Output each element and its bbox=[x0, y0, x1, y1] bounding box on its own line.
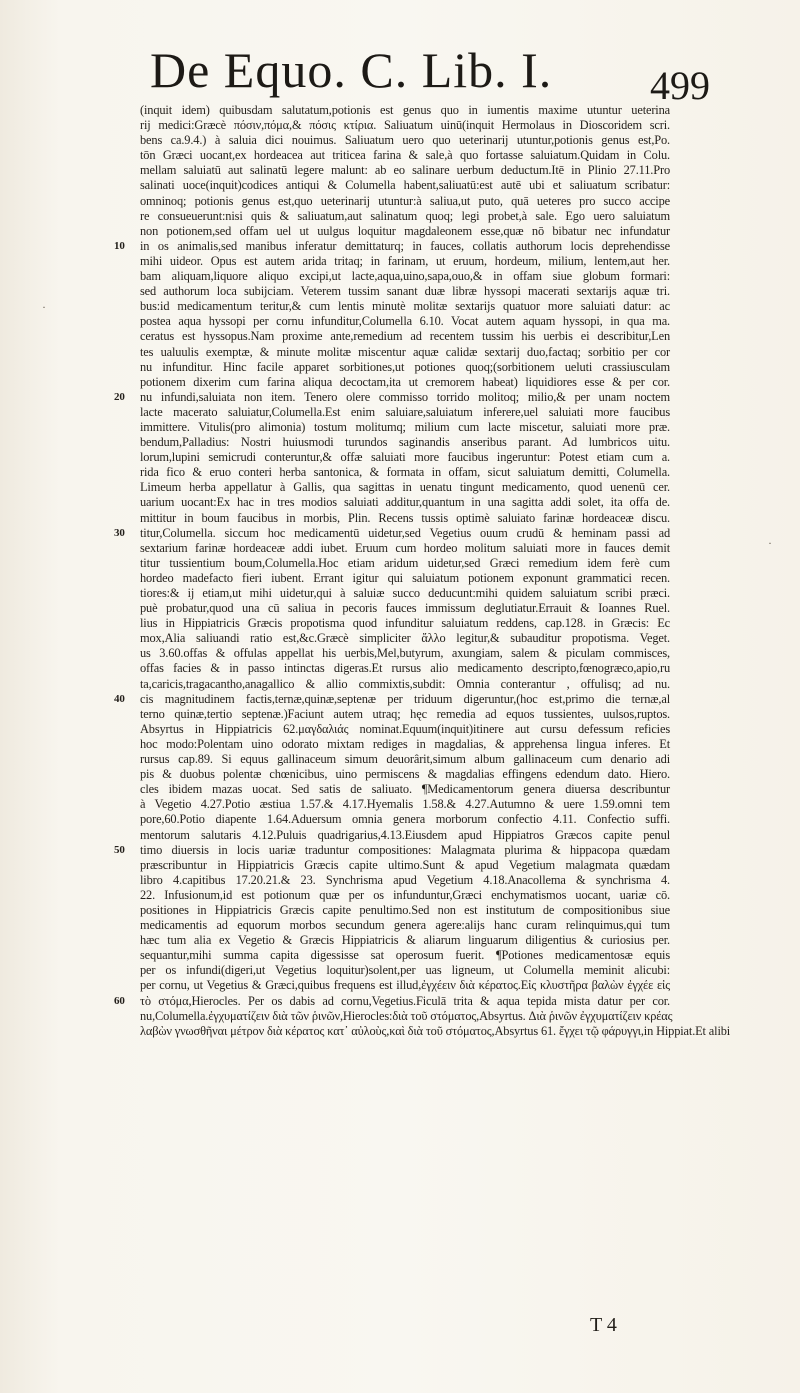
text-line: mihi uideor. Opus est autem arida tritaq; in farinam, ut eruum, hordeum, milium, lentem,aut her. bbox=[140, 253, 670, 268]
text-line: bus:id medicamentum teritur,& cum lentis minutè molitæ sextarijs quatuor more saluiati datur: ac bbox=[140, 299, 670, 314]
text-line: nu infundi,saluiata non item. Tenero olere commisso torrido molitoq; milio,& per unam noctem 20 bbox=[114, 389, 670, 404]
text-line: cles ibidem mazas uocat. Sed satis de saliuato. ¶Medicamentorum genera diuersa describuntur bbox=[140, 782, 670, 797]
text-line: pore,60.Potio diapente 1.64.Aduersum omnia genera morborum confectio 4.11. Confectio suffi. bbox=[140, 812, 670, 827]
text-line: hæc tum alia ex Vegetio & Græcis Hippiatricis & aliarum linguarum diligentius & curiosius per. bbox=[140, 933, 670, 948]
text-line: per cornu, ut Vegetius & Græci,quibus frequens est illud,ἐγχέειν διὰ κέρατος.Εἰς κλυστῆρα βαλὼν ἐγχέε εἰς bbox=[140, 978, 670, 993]
text-line: potionem dixerim cum farina aliqua decoctam,ita ut cremorem habeat) liquidiores esse & per cor. bbox=[140, 374, 670, 389]
text-line: ta,caricis,tragacantho,anagallico & allio commixtis,subdit: Omnia conterantur , offulisq; ad nu. bbox=[140, 676, 670, 691]
margin-line-number: 20 bbox=[114, 390, 125, 403]
text-line: tiores:& ij etiam,ut mihi uidetur,qui à saluiæ succo deducunt:mihi quidem saluiatum scribi præci. bbox=[140, 586, 670, 600]
text-line: omninoq; potionis genus est,quo ueterinarij utuntur:à saliua,ut puto, quā ueteres pro succo accipe bbox=[140, 193, 670, 208]
text-line: puè probatur,quod una cū saliua in pecoris fauces immissum deglutiatur.Errauit & Ioannes Ruel. bbox=[140, 601, 670, 616]
text-line: Absyrtus in Hippiatricis 62.μαγδαλιάς nominat.Equum(inquit)itinere aut cursu defessum reficies bbox=[140, 721, 670, 736]
text-line: mellam saluiatū aut salinatū legere malunt: ab eo salinare uerbum deductum.Itē in Plinio 27.11.Pro bbox=[140, 163, 670, 178]
text-line: nu,Columella.ἐγχυματίζειν διὰ τῶν ῥινῶν,Hierocles:διὰ τοῦ στόματος,Absyrtus. Διὰ ῥινῶν ἐγχυματίζειν κρέας bbox=[140, 1008, 673, 1023]
margin-line-number: 50 bbox=[114, 843, 125, 856]
running-head: De Equo. C. Lib. I. bbox=[150, 42, 553, 98]
text-line: uarium uocant:Ex hac in tres modios saluiati additur,quantum in una sagitta addi solet, ita offa de. bbox=[140, 495, 670, 510]
text-line: rursus cap.89. Si equus gallinaceum simum deuorârit,simum album gallinaceum cum denario adi bbox=[140, 752, 670, 767]
text-line: à Vegetio 4.27.Potio æstiua 1.57.& 4.17.Hyemalis 1.58.& 4.27.Autumno & uere 1.59.omni tem bbox=[140, 797, 670, 812]
text-line: re consueuerunt:nisi quis & saliuatum,aut salinatum quoq; legi probet,à sale. Ego uero saluiatum bbox=[140, 208, 670, 223]
text-line: sequantur,mihi summa capita digessisse sat operosum fuerit. ¶Potiones medicamentosæ equis bbox=[140, 948, 670, 963]
text-line: titur tussientium boum,Columella.Hoc etiam aridum uidetur,sed Græci remedium idem ferè cum bbox=[140, 555, 670, 570]
body-text bbox=[114, 103, 731, 1039]
signature-mark: T 4 bbox=[590, 1314, 617, 1336]
text-line: non potionem,sed offam uel ut uulgus loquitur magdaleonem esse,quæ nō bibatur nec infundatur bbox=[140, 223, 670, 238]
margin-line-number: 10 bbox=[114, 239, 125, 252]
text-line: postea aqua hyssopi per cornu infunditur,Columella 6.10. Vocat autem aquam hyssopi, in qua ma. bbox=[140, 314, 670, 329]
text-line: præscribuntur in Hippiatricis Græcis capite ultimo.Sunt & apud Vegetium malagmata quædam bbox=[140, 857, 670, 872]
text-line: pis & duobus polentæ chœnicibus, uino permiscens & magdalias effingens edendum dato. Hiero. bbox=[140, 767, 670, 782]
text-line: 22. Infusionum,id est potionum quæ per os infunduntur,Græci enchymatismos uocant, uariæ cō. bbox=[140, 887, 670, 902]
margin-line-number: 60 bbox=[114, 994, 125, 1007]
margin-line-number: 40 bbox=[114, 692, 125, 705]
text-line: mittitur in boum faucibus in morbis, Plin. Recens tussis optimè saluiato farinæ hordeaceæ discu. bbox=[140, 510, 670, 525]
text-line: in os animalis,sed manibus inferatur demittaturq; in fauces, collatis authorum locis deprehendisse 10 bbox=[114, 238, 670, 253]
text-line: λαβὼν γνωσθῆναι μέτρον διὰ κέρατος κατ᾽ αὐλοὺς,καὶ διὰ τοῦ στόματος,Absyrtus 61. ἔγχει τῷ φάρυγγι,in Hippiat.Et alibi bbox=[140, 1023, 731, 1038]
text-line: tōn Græci uocant,ex hordeacea aut triticea farina & sale,à quo fortasse saluiatum.Quidam in Colu. bbox=[140, 148, 670, 163]
margin-mark: · bbox=[42, 300, 46, 314]
margin-mark: · bbox=[768, 536, 772, 550]
text-line: ceratus est hyssopus.Nam proxime ante,remedium ad recentem tussim his uerbis ei describitur,Len bbox=[140, 329, 670, 344]
text-line: us 3.60.offas & offulas appellat his uerbis,Mel,butyrum, axungiam, salem & piculam commisces, bbox=[140, 646, 670, 661]
page-number: 499 bbox=[650, 63, 710, 108]
text-line: lius in Hippiatricis Græcis propotisma quod infunditur saluiatum reddens, cap.128. in Græcis: Ec bbox=[140, 616, 670, 631]
text-line: lorum,lupini semicrudi conteruntur,& offæ saluiati more faucibus ingeruntur: Potest etiam cum a. bbox=[140, 450, 670, 465]
text-line: sed authorum loca subijciam. Veterem tussim sanant duæ libræ hyssopi macerati sextarijs aquæ tri. bbox=[140, 284, 670, 299]
text-line: positiones in Hippiatricis Græcis capite penultimo.Sed non est institutum de compositionibus siue bbox=[140, 902, 670, 917]
text-line: salinati uoce(inquit)codices antiqui & Columella habent,saliuatū:est autē ubi et saliuatum scribatur: bbox=[140, 178, 670, 193]
page-header bbox=[150, 40, 710, 108]
text-line: rida fico & eruo conteri herba santonica, & formata in offam, sicut saluiatum demitti, Columella. bbox=[140, 465, 670, 480]
text-line: (inquit idem) quibusdam salutatum,potionis est genus quo in iumentis maxime utuntur ueterina bbox=[140, 103, 670, 117]
text-line: mox,Alia saliuandi ratio est,&c.Græcè simpliciter ἄλλο legitur,& subauditur propotisma. Veget. bbox=[140, 631, 670, 646]
text-line: bam aliquam,liquore aliquo excipi,ut lacte,aqua,uino,sapa,ouo,& in offam siue globum formari: bbox=[140, 269, 670, 284]
text-line: timo diuersis in locis uariæ traduntur compositiones: Malagmata plurima & hippacopa quædam 50 bbox=[114, 842, 670, 857]
text-line: immittere. Vitulis(pro alimonia) tostum molitumq; milium cum lacte miscetur, saluiati more præ. bbox=[140, 419, 670, 434]
text-line: Limeum herba appellatur à Gallis, qua sagittas in uenatu tingunt medicamento, quod uenenū cer. bbox=[140, 480, 670, 495]
margin-line-number: 30 bbox=[114, 526, 125, 539]
text-line: offas facies & in passo intinctas digeras.Et rursus alio medicamento descripto,fœnogræco,apio,ru bbox=[140, 661, 670, 676]
text-line: bens ca.9.4.) à saluia dici nouimus. Saliuatum uero quo ueterinarij utuntur,potionis genus est,Po. bbox=[140, 133, 670, 148]
text-line: bendum,Palladius: Nostri huiusmodi turundos saginandis anseribus parant. Ad lumbricos uitu. bbox=[140, 435, 670, 450]
text-line: medicamentis ad equorum morbos secundum genera agere:alijs hanc curam relinquimus,qui tum bbox=[140, 918, 670, 933]
text-line: lacte macerato saluiatur,Columella.Est enim saluiare,saluiatum inferere,uel saluiati more faucibus bbox=[140, 404, 670, 419]
text-line: mentorum salutaris 4.12.Puluis quadrigarius,4.13.Eiusdem apud Hippiatros Græcos capite penul bbox=[140, 827, 670, 842]
text-line: hoc modo:Polentam uino odorato mixtam rediges in magdalias, & apprehensa lingua inferes. Et bbox=[140, 736, 670, 751]
text-line: nu infunditur. Hinc facile apparet sorbitiones,ut potiones quoq;(sorbitionem ueluti crassiusculam bbox=[140, 359, 670, 374]
text-line: titur,Columella. siccum hoc medicamentū uidetur,sed Vegetius ouum crudū & heminam passi ad 30 bbox=[114, 525, 670, 540]
text-line: rij medici:Græcè πόσιν,πόμα,& πόσις κτίρια. Saliuatum uinū(inquit Hermolaus in Dioscoridem scri. bbox=[140, 118, 670, 133]
text-line: τὸ στόμα,Hierocles. Per os dabis ad cornu,Vegetius.Ficulā trita & aqua tepida mista datur per cor. 60 bbox=[114, 993, 670, 1008]
text-line: hordeo madefacto fieri iubent. Errant igitur qui saluiatum potionem exponunt grammatici recen. bbox=[140, 570, 670, 585]
text-line: cis magnitudinem factis,ternæ,quinæ,septenæ per triduum digeruntur,(hoc est,primo die ternæ,al 40 bbox=[114, 691, 670, 706]
text-line: terno quinæ,tertio septenæ.)Faciunt autem utraq; hęc remedia ad equos tussientes, uulsos,ruptos. bbox=[140, 706, 670, 721]
text-line: tes ualuulis exemptæ, & minute molitæ miscentur aquæ calidæ sextarij duo,factaq; sorbitio per cor bbox=[140, 344, 670, 359]
text-line: libro 4.capitibus 17.20.21.& 23. Synchrisma apud Vegetium 4.18.Anacollema & synchrisma 4. bbox=[140, 872, 670, 887]
text-line: sextarium farinæ hordeaceæ addi iubet. Eruum cum hordeo molitum saluiati more in fauces demit bbox=[140, 540, 670, 555]
text-line: per os infundi(digeri,ut Vegetius loquitur)solent,per uas ligneum, ut Columella meminit alicubi: bbox=[140, 963, 670, 978]
